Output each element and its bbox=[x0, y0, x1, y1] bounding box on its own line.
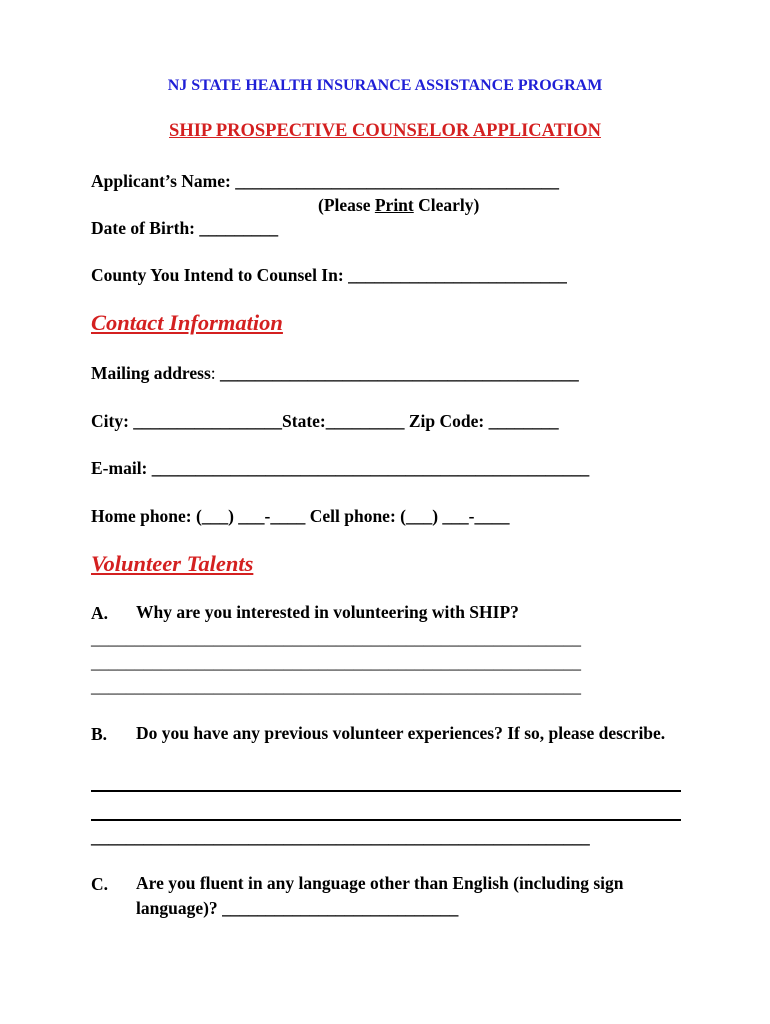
county-label: County You Intend to Counsel In: bbox=[91, 265, 349, 285]
program-title: NJ STATE HEALTH INSURANCE ASSISTANCE PROGRAM bbox=[167, 77, 603, 94]
question-a-text: Why are you interested in volunteering with SHIP? bbox=[136, 602, 519, 622]
contact-information-heading: Contact Information bbox=[91, 310, 283, 335]
phone-row[interactable]: Home phone: (___) ___-____ Cell phone: (___) ___-____ bbox=[91, 506, 510, 526]
question-c-letter: C. bbox=[91, 874, 109, 894]
print-note-open: (Please bbox=[318, 195, 375, 215]
question-a-answer-line-2[interactable]: ________________________________________________________ bbox=[91, 652, 581, 672]
applicant-name-label: Applicant’s Name: bbox=[91, 171, 236, 191]
county-field[interactable]: _________________________ bbox=[348, 265, 567, 285]
language-field[interactable]: ___________________________ bbox=[222, 898, 459, 918]
city-state-zip-row[interactable]: City: _________________State:_________ Zip Code: ________ bbox=[91, 411, 559, 431]
question-b-answer-line-3[interactable]: _________________________________________________________ bbox=[91, 827, 590, 847]
question-b-answer-line-2[interactable] bbox=[91, 819, 681, 821]
question-c-text bbox=[136, 871, 696, 921]
email-row[interactable]: E-mail: __________________________________________________ bbox=[91, 458, 590, 478]
question-b-answer-line-1[interactable] bbox=[91, 790, 681, 792]
mailing-address-colon: : bbox=[210, 363, 221, 383]
print-note-emphasis: Print bbox=[374, 195, 414, 215]
application-title: SHIP PROSPECTIVE COUNSELOR APPLICATION bbox=[169, 121, 601, 141]
mailing-address-label: Mailing address bbox=[91, 363, 211, 383]
print-clearly-note bbox=[318, 194, 479, 216]
dob-label: Date of Birth: bbox=[91, 218, 200, 238]
question-b-letter: B. bbox=[91, 724, 108, 744]
mailing-address-field[interactable]: _________________________________________ bbox=[220, 363, 579, 383]
question-c-prompt: Are you fluent in any language other than English (including sign language)? bbox=[136, 873, 624, 918]
volunteer-talents-heading: Volunteer Talents bbox=[91, 551, 254, 576]
applicant-name-field[interactable]: _____________________________________ bbox=[235, 171, 559, 191]
applicant-name-row bbox=[91, 170, 559, 192]
question-b-text: Do you have any previous volunteer experiences? If so, please describe. bbox=[136, 723, 666, 743]
question-a-answer-line-3[interactable]: ________________________________________________________ bbox=[91, 676, 581, 696]
mailing-address-row bbox=[91, 362, 579, 384]
dob-row bbox=[91, 217, 278, 239]
question-a-answer-line-1[interactable]: ________________________________________________________ bbox=[91, 628, 581, 648]
county-row bbox=[91, 264, 567, 286]
question-a-letter: A. bbox=[91, 603, 109, 623]
print-note-close: Clearly) bbox=[413, 195, 480, 215]
dob-field[interactable]: _________ bbox=[199, 218, 279, 238]
